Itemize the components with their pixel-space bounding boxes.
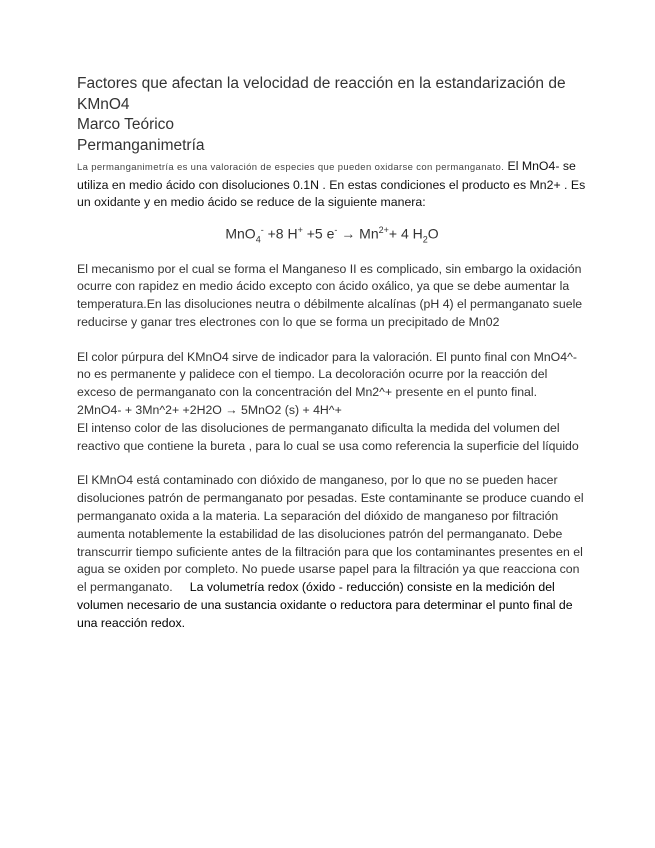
eq-e-sup: - — [334, 224, 338, 235]
eq-end: O — [427, 225, 439, 242]
eq-mno4-sub: 4 — [255, 233, 261, 244]
subsection-heading: Permanganimetría — [77, 136, 205, 154]
eq-h-sup: + — [297, 224, 303, 235]
intro-small-text: La permanganimetría es una valoración de especies que pueden oxidarse con permanganato. — [77, 162, 505, 173]
paragraph-mechanism: El mecanismo por el cual se forma el Manganeso II es complicado, sin embargo la oxidación ocurre con rapidez en medio ácido excepto con ácido oxálico, ya que se debe aumentar la temperatura.En las disoluciones neutra o débilmente alcalínas (pH 4) el permanganato suele reducirse y ganar tres electrones con lo que se forma un precipitado de Mn02 — [77, 261, 583, 329]
spacer — [77, 455, 587, 472]
reaction-equation: 2MnO4- + 3Mn^2+ +2H2O → 5MnO2 (s) + 4H^+ — [77, 403, 342, 418]
redox-definition-text: La volumetría redox (óxido - reducción) consiste en la medición del volumen necesario de una sustancia oxidante o reductora para determinar el punto final de una reacción redox. — [77, 580, 577, 630]
eq-h2-sub: 2 — [422, 233, 428, 244]
intro-paragraph — [77, 158, 587, 212]
spacer — [77, 332, 587, 349]
paragraph-color: El intenso color de las disoluciones de permanganato dificulta la medida del volumen del reactivo que contiene la bureta , para lo cual se usa como referencia la superficie del líquido — [77, 420, 579, 453]
intro-rest-text: El MnO4- se utiliza en medio ácido con disoluciones 0.1N . En estas condiciones el producto es Mn2+ . Es un oxidante y en medio ácido se reduce de la siguiente manera: — [77, 159, 586, 209]
eq-mid2: +5 e — [302, 225, 335, 242]
spacer — [77, 249, 587, 261]
document-page — [77, 74, 587, 633]
document-title: Factores que afectan la velocidad de reacción en la estandarización de KMnO4 — [77, 75, 566, 113]
eq-mno4: MnO — [225, 225, 256, 242]
eq-mn-sup: 2+ — [378, 224, 389, 235]
paragraph-contamination — [77, 472, 587, 632]
contamination-text: El KMnO4 está contaminado con dióxido de manganeso, por lo que no se pueden hacer disoluciones patrón de permanganato por pesadas. Este contaminante se produce cuando el permanganato oxida a la materia. La separación del dióxido de manganeso por filtración aumenta notablemente la estabilidad de las disoluciones patrón del permanganato. Debe transcurrir tiempo suficiente antes de la filtración para que los contaminantes presentes en el agua se oxiden por completo. No puede usarse papel para la filtración ya que reacciona con el permanganato. — [77, 473, 584, 595]
eq-arrow: → Mn — [337, 225, 379, 242]
eq-mid3: + 4 H — [388, 225, 423, 242]
eq-mid1: +8 H — [263, 225, 298, 242]
eq-mno4-sup: - — [260, 224, 264, 235]
section-heading: Marco Teórico — [77, 116, 175, 133]
paragraph-indicator: El color púrpura del KMnO4 sirve de indicador para la valoración. El punto final con MnO4^- no es permanente y palidece con el tiempo. La decoloración ocurre por la reacción del exceso de permanganato con la concentración del Mn2^+ presente en el punto final. — [77, 349, 577, 400]
half-reaction-equation — [77, 225, 587, 249]
